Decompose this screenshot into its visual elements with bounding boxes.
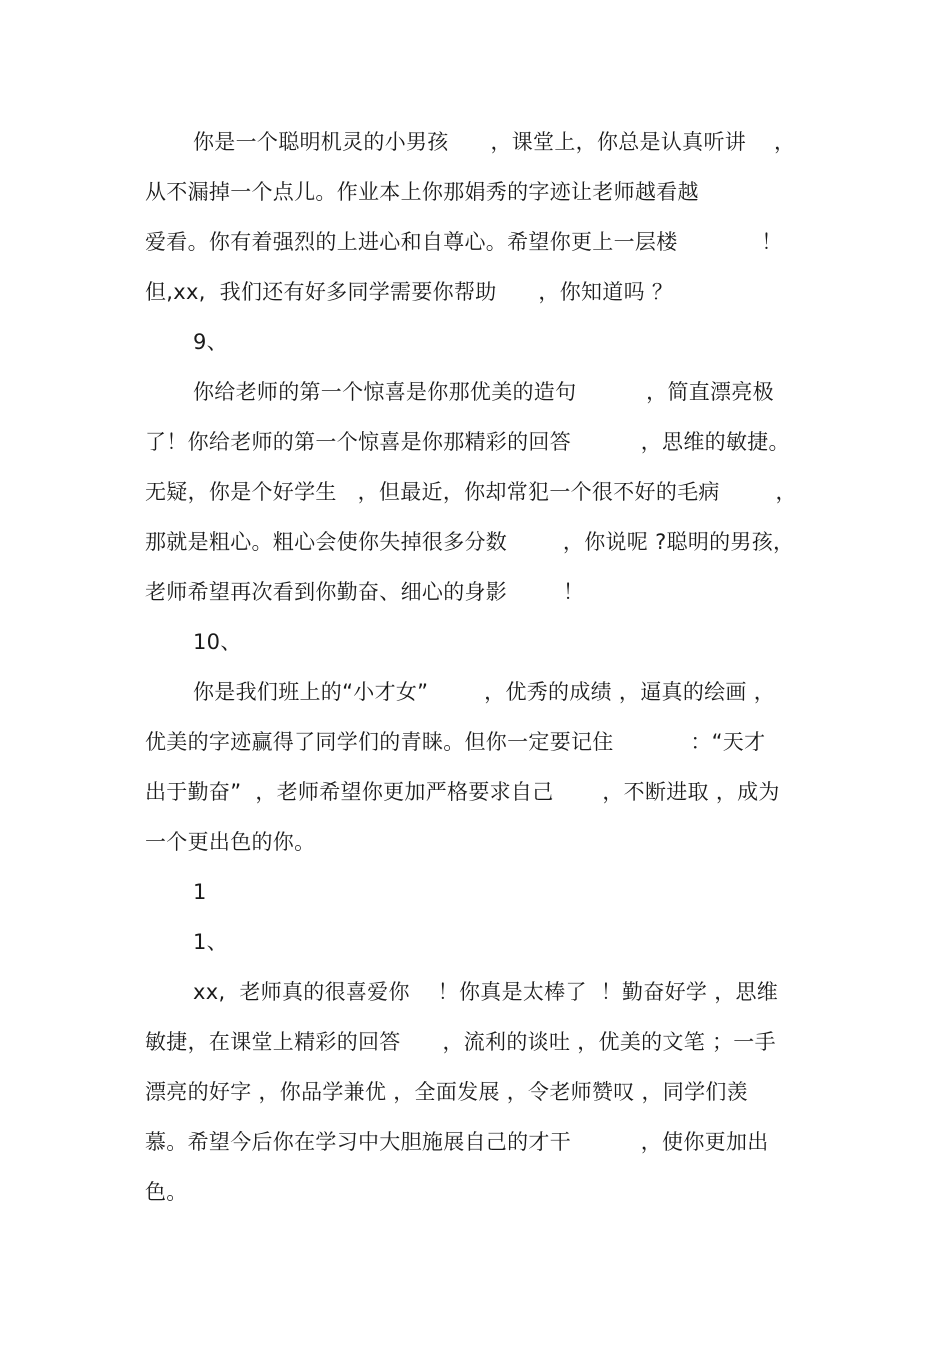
paragraph-9-line-3: 无疑，你是个好学生 ，但最近，你却常犯一个很不好的毛病 ，	[145, 480, 797, 504]
item-number-9: 9、	[193, 330, 228, 354]
paragraph-11-line-4: 慕。希望今后你在学习中大胆施展自己的才干 ，使你更加出	[145, 1130, 769, 1154]
paragraph-10-line-1: 你是我们班上的“小才女” ，优秀的成绩 ，逼真的绘画 ，	[193, 680, 776, 704]
paragraph-9-line-2: 了！你给老师的第一个惊喜是你那精彩的回答 ，思维的敏捷。	[145, 430, 790, 454]
paragraph-11-line-5: 色。	[145, 1180, 188, 1204]
paragraph-10-line-2: 优美的字迹赢得了同学们的青睐。但你一定要记住 ：“天才	[145, 730, 766, 754]
paragraph-10-line-3: 出于勤奋” ，老师希望你更加严格要求自己 ，不断进取 ，成为	[145, 780, 780, 804]
paragraph-8-line-1: 你是一个聪明机灵的小男孩 ，课堂上，你总是认真听讲 ，	[193, 130, 796, 154]
paragraph-8-line-3: 爱看。你有着强烈的上进心和自尊心。希望你更上一层楼 ！	[145, 230, 783, 254]
paragraph-11-line-2: 敏捷，在课堂上精彩的回答 ，流利的谈吐 ，优美的文笔 ；一手	[145, 1030, 776, 1054]
paragraph-8-line-2: 从不漏掉一个点儿。作业本上你那娟秀的字迹让老师越看越	[145, 180, 699, 204]
paragraph-11-line-3: 漂亮的好字 ，你品学兼优 ，全面发展 ，令老师赞叹 ，同学们羡	[145, 1080, 748, 1104]
item-number-10: 10、	[193, 630, 242, 654]
paragraph-9-line-4: 那就是粗心。粗心会使你失掉很多分数 ，你说呢 ?聪明的男孩，	[145, 530, 795, 554]
paragraph-10-line-4: 一个更出色的你。	[145, 830, 316, 854]
paragraph-9-line-1: 你给老师的第一个惊喜是你那优美的造句 ，简直漂亮极	[193, 380, 774, 404]
paragraph-11-line-1: xx, 老师真的很喜爱你 ！你真是太棒了 ！勤奋好学 ，思维	[193, 980, 779, 1004]
item-number-11-part-1: 1	[193, 880, 207, 904]
paragraph-8-line-4: 但,xx, 我们还有好多同学需要你帮助 ，你知道吗 ？	[145, 280, 674, 304]
paragraph-9-line-5: 老师希望再次看到你勤奋、细心的身影 ！	[145, 580, 585, 604]
item-number-11-part-2: 1、	[193, 930, 228, 954]
